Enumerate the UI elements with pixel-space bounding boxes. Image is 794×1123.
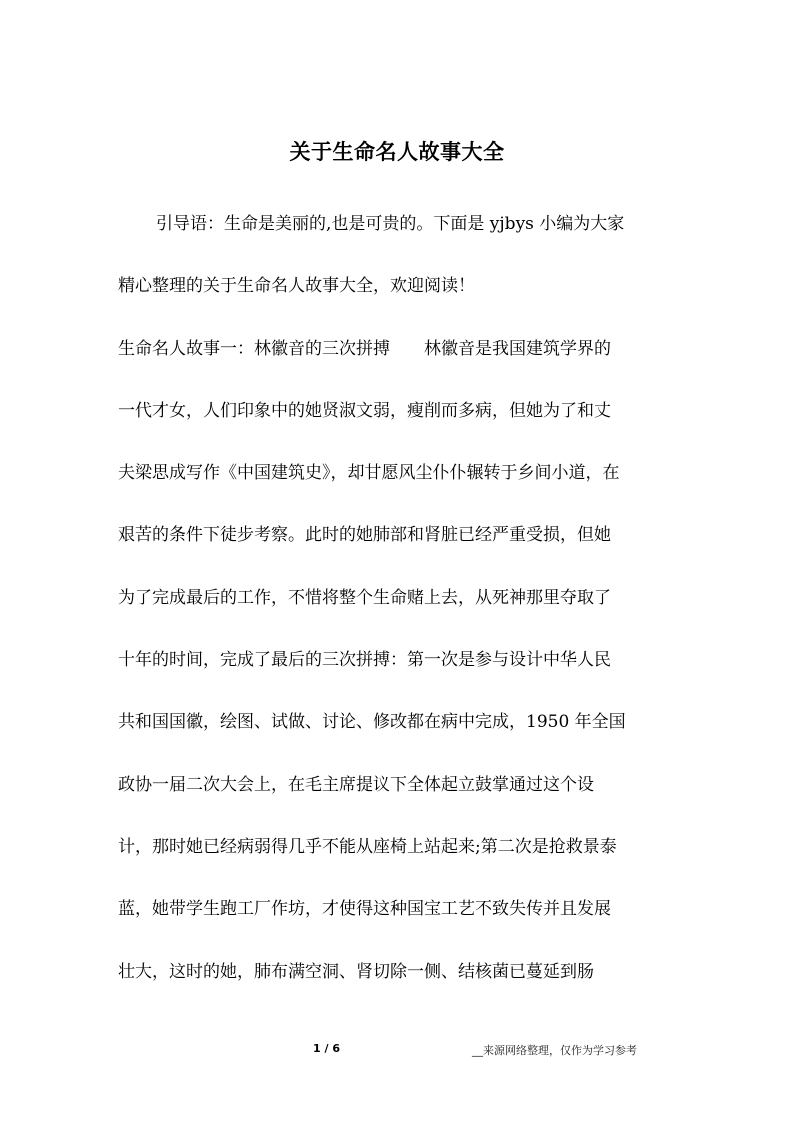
- body-line: 为了完成最后的工作，不惜将整个生命赌上去，从死神那里夺取了: [118, 587, 611, 608]
- page-footer: [0, 1040, 794, 1060]
- body-line: 艰苦的条件下徒步考察。此时的她肺部和肾脏已经严重受损，但她: [118, 525, 611, 546]
- body-line: 十年的时间，完成了最后的三次拼搏：第一次是参与设计中华人民: [118, 650, 611, 671]
- body-line: 政协一届二次大会上，在毛主席提议下全体起立鼓掌通过这个设: [118, 774, 594, 795]
- body-line: 生命名人故事一：林徽音的三次拼搏 林徽音是我国建筑学界的: [118, 338, 611, 359]
- body-line: 计，那时她已经病弱得几乎不能从座椅上站起来;第二次是抢救景泰: [118, 836, 617, 857]
- body-line: 共和国国徽，绘图、试做、讨论、修改都在病中完成，1950 年全国: [118, 712, 626, 733]
- body-line: 精心整理的关于生命名人故事大全，欢迎阅读！: [118, 276, 475, 297]
- document-body: [118, 212, 678, 1022]
- body-line: 一代才女，人们印象中的她贤淑文弱，瘦削而多病，但她为了和丈: [118, 400, 611, 421]
- body-line: 壮大，这时的她，肺布满空洞、肾切除一侧、结核菌已蔓延到肠: [118, 961, 594, 982]
- body-line: 引导语：生命是美丽的,也是可贵的。下面是 yjbys 小编为大家: [156, 214, 625, 234]
- body-line: 夫梁思成写作《中国建筑史》，却甘愿风尘仆仆辗转于乡间小道，在: [118, 463, 620, 484]
- source-note: __来源网络整理，仅作为学习参考: [472, 1044, 637, 1057]
- document-title: 关于生命名人故事大全: [289, 139, 505, 164]
- page-number: 1 / 6: [313, 1042, 340, 1055]
- body-line: 蓝，她带学生跑工厂作坊，才使得这种国宝工艺不致失传并且发展: [118, 899, 611, 920]
